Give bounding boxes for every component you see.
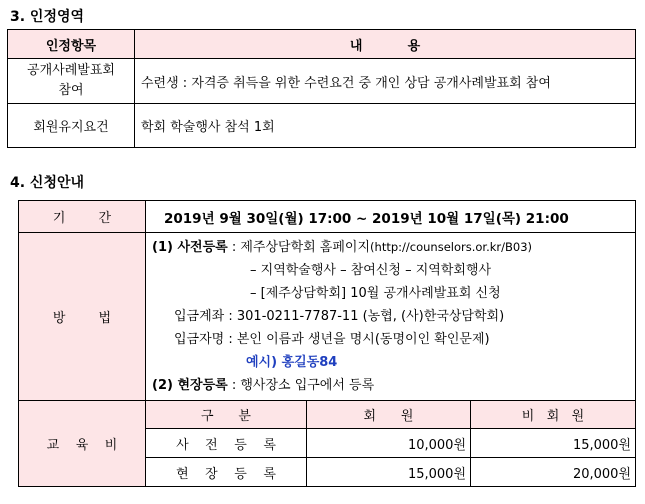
header-content: 내 용 — [135, 30, 636, 59]
method-example: 예시) 홍길동84 — [246, 355, 338, 370]
application-table — [18, 200, 636, 487]
method-step-2: – [제주상담학회] 10월 공개사례발표회 신청 — [250, 286, 501, 301]
fee-label: 교 육 비 — [19, 401, 146, 487]
method-onsite-text: : 행사장소 입구에서 등록 — [227, 378, 375, 393]
row-content-membership: 학회 학술행사 참석 1회 — [135, 104, 636, 148]
fee-row-member: 10,000원 — [307, 429, 471, 458]
method-onsite-label: (2) 현장등록 — [152, 378, 228, 393]
recognition-table — [7, 29, 636, 148]
section-title-4: 4. 신청안내 — [10, 175, 85, 191]
fee-row-member: 15,000원 — [307, 458, 471, 487]
header-item: 인정항목 — [8, 30, 135, 59]
row-item-case-presentation: 공개사례발표회 참여 — [8, 59, 135, 104]
period-value: 2019년 9월 30일(월) 17:00 ~ 2019년 10월 17일(목) 21:00 — [146, 201, 636, 233]
fee-row-nonmember: 15,000원 — [471, 429, 636, 458]
method-preregister-text: : 제주상담학회 홈페이지 — [227, 240, 371, 255]
fee-row-type: 사 전 등 록 — [146, 429, 307, 458]
method-depositor: 입금자명 : 본인 이름과 생년을 명시(동명이인 확인문제) — [174, 332, 490, 347]
row-content-case-presentation: 수련생 : 자격증 취득을 위한 수련요건 중 개인 상담 공개사례발표회 참여 — [135, 59, 636, 104]
fee-header-nonmember: 비 회 원 — [471, 401, 636, 429]
method-url: (http://counselors.or.kr/B03) — [370, 240, 533, 254]
method-preregister-label: (1) 사전등록 — [152, 240, 228, 255]
method-content — [146, 233, 636, 401]
method-account: 입금계좌 : 301-0211-7787-11 (농협, (사)한국상담학회) — [174, 309, 505, 324]
fee-row-type: 현 장 등 록 — [146, 458, 307, 487]
method-step-1: – 지역학술행사 – 참여신청 – 지역학회행사 — [250, 263, 492, 278]
period-label: 기 간 — [19, 201, 146, 233]
row-item-membership: 회원유지요건 — [8, 104, 135, 148]
fee-row-nonmember: 20,000원 — [471, 458, 636, 487]
method-label: 방 법 — [19, 233, 146, 401]
fee-header-type: 구 분 — [146, 401, 307, 429]
section-title-3: 3. 인정영역 — [10, 9, 85, 25]
fee-header-member: 회 원 — [307, 401, 471, 429]
